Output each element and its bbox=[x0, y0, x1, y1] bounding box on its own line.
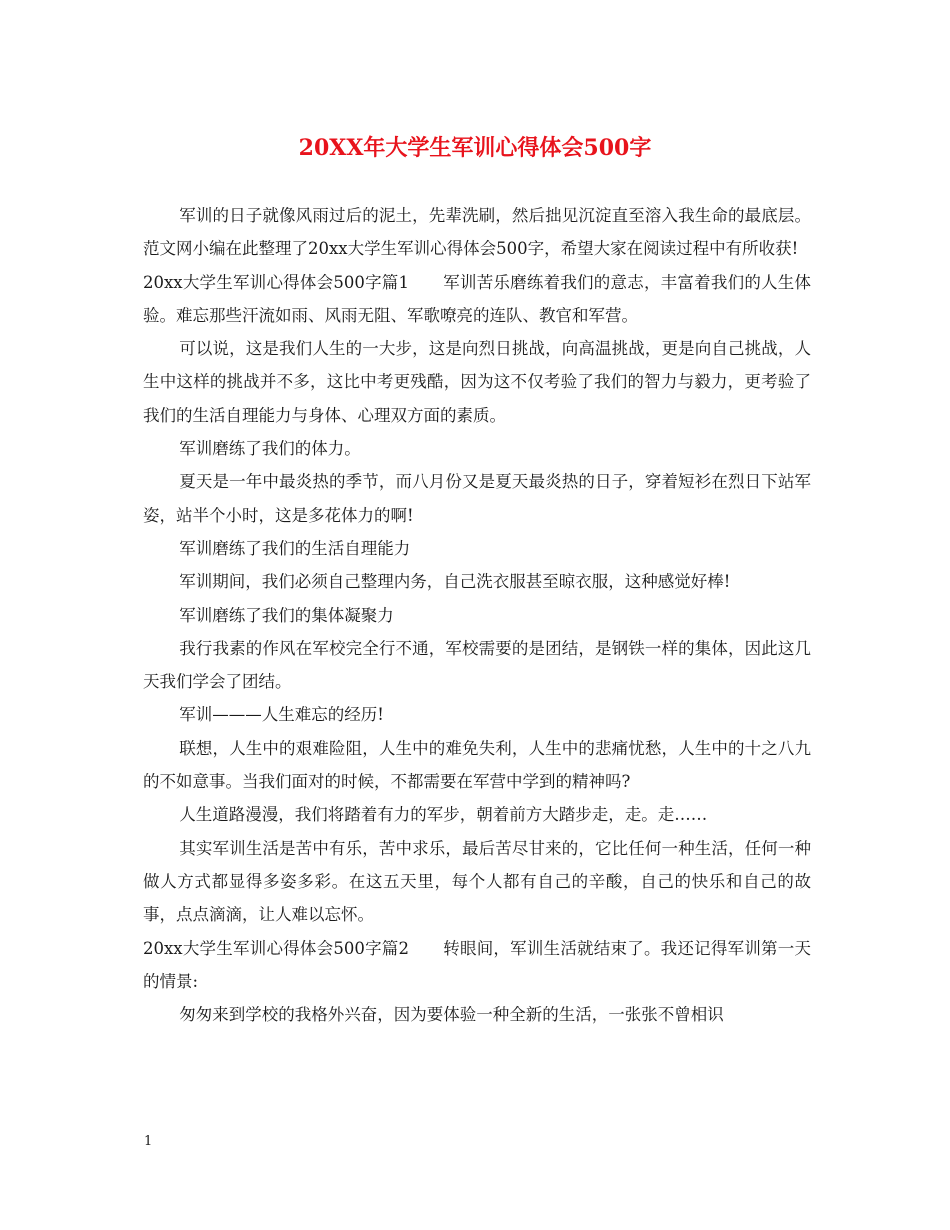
body-paragraph: 军训磨练了我们的体力。 bbox=[179, 439, 361, 459]
section-heading-1: 20xx大学生军训心得体会500字篇1 bbox=[143, 272, 410, 292]
body-paragraph: 军训———人生难忘的经历! bbox=[179, 705, 384, 725]
document-title: 20XX年大学生军训心得体会500字 bbox=[298, 135, 652, 161]
section-2-paragraph bbox=[143, 932, 811, 999]
section-heading-2: 20xx大学生军训心得体会500字篇2 bbox=[143, 938, 410, 958]
body-paragraph: 人生道路漫漫，我们将踏着有力的军步，朝着前方大踏步走，走。走…… bbox=[179, 805, 708, 825]
section-2-first-text: 转眼间，军训生活就结束了。我还记得军训第一天的情景: bbox=[143, 938, 811, 991]
body-paragraph: 夏天是一年中最炎热的季节，而八月份又是夏天最炎热的日子，穿着短衫在烈日下站军姿，站半个小时，这是多花体力的啊! bbox=[143, 472, 811, 525]
body-paragraph: 匆匆来到学校的我格外兴奋，因为要体验一种全新的生活，一张张不曾相识 bbox=[179, 1005, 724, 1025]
section-1-paragraph bbox=[143, 266, 811, 333]
body-paragraph: 军训期间，我们必须自己整理内务，自己洗衣服甚至晾衣服，这种感觉好棒! bbox=[179, 572, 731, 592]
body-paragraph: 军训磨练了我们的集体凝聚力 bbox=[179, 605, 394, 625]
body-paragraph: 我行我素的作风在军校完全行不通，军校需要的是团结，是钢铁一样的集体，因此这几天我们学会了团结。 bbox=[143, 638, 811, 692]
page-number: 1 bbox=[144, 1134, 153, 1149]
section-1-first-text: 军训苦乐磨练着我们的意志，丰富着我们的人生体验。难忘那些汗流如雨、风雨无阻、军歌嘹亮的连队、教官和军营。 bbox=[143, 272, 811, 325]
body-paragraph: 军训磨练了我们的生活自理能力 bbox=[179, 538, 411, 558]
body-paragraph: 联想，人生中的艰难险阻，人生中的难免失利，人生中的悲痛忧愁，人生中的十之八九的不如意事。当我们面对的时候，不都需要在军营中学到的精神吗? bbox=[143, 738, 811, 792]
body-paragraph: 可以说，这是我们人生的一大步，这是向烈日挑战，向高温挑战，更是向自己挑战，人生中这样的挑战并不多，这比中考更残酷，因为这不仅考验了我们的智力与毅力，更考验了我们的生活自理能力与身体、心理双方面的素质。 bbox=[143, 339, 811, 425]
intro-paragraph: 军训的日子就像风雨过后的泥土，先辈洗刷，然后拙见沉淀直至溶入我生命的最底层。范文网小编在此整理了20xx大学生军训心得体会500字，希望大家在阅读过程中有所收获! bbox=[143, 206, 811, 259]
document-body bbox=[143, 199, 811, 1031]
body-paragraph: 其实军训生活是苦中有乐，苦中求乐，最后苦尽甘来的，它比任何一种生活，任何一种做人方式都显得多姿多彩。在这五天里，每个人都有自己的辛酸，自己的快乐和自己的故事，点点滴滴，让人难以忘怀。 bbox=[143, 838, 811, 925]
